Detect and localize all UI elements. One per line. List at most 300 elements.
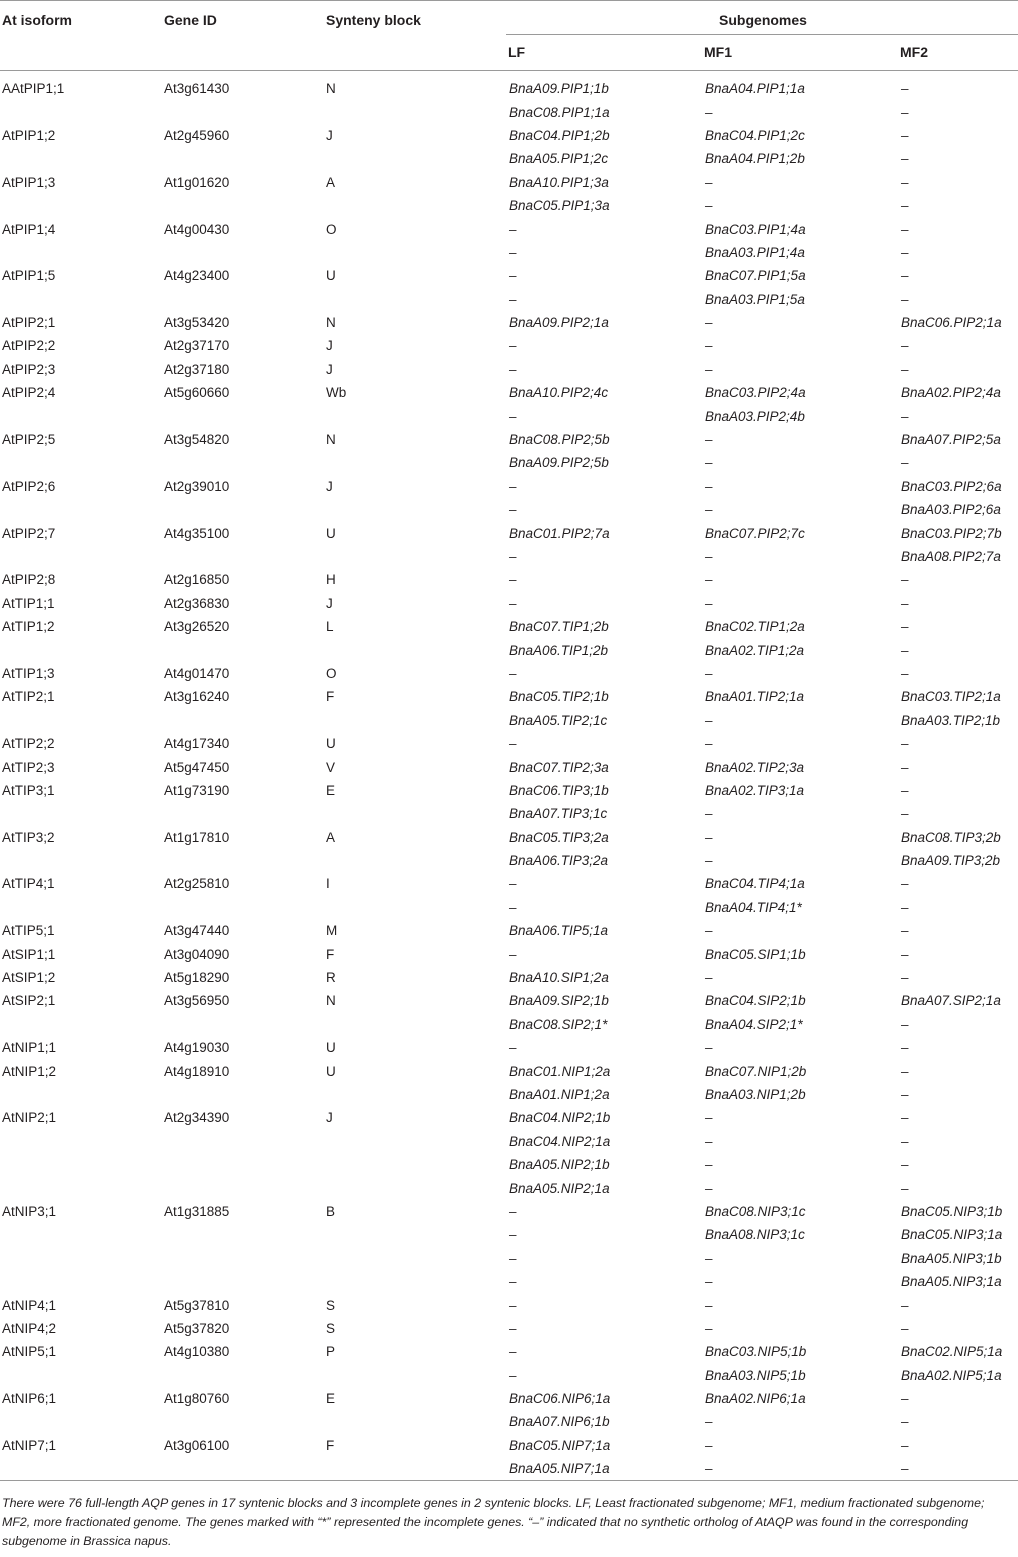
- table-row: [0, 662, 1018, 685]
- cell-isoform: [0, 849, 162, 872]
- cell-synteny-block: U: [326, 268, 336, 284]
- cell-lf: BnaC05.TIP3;2a: [509, 829, 609, 845]
- cell-gene-id: At4g23400: [164, 268, 230, 284]
- cell-isoform: [0, 1270, 162, 1293]
- cell-synteny-block: [324, 1410, 506, 1433]
- cell-synteny-block: [324, 288, 506, 311]
- cell-isoform: [0, 194, 162, 217]
- cell-mf1: BnaA03.NIP1;2b: [705, 1086, 806, 1102]
- cell-gene-id: At2g37170: [164, 338, 230, 354]
- cell-mf1: BnaA04.PIP1;2b: [705, 151, 805, 167]
- table-row: [0, 872, 1018, 895]
- cell-isoform: AtTIP4;1: [2, 876, 55, 892]
- cell-gene-id: At5g37820: [164, 1320, 230, 1336]
- cell-lf: –: [509, 1203, 517, 1219]
- cell-mf1: –: [705, 665, 713, 681]
- cell-mf2: BnaC06.PIP2;1a: [901, 315, 1002, 331]
- table-row: [0, 638, 1018, 661]
- cell-gene-id: At3g53420: [164, 315, 230, 331]
- cell-synteny-block: [324, 1457, 506, 1481]
- cell-lf: BnaA05.NIP2;1b: [509, 1157, 610, 1173]
- cell-lf: BnaC07.TIP1;2b: [509, 619, 609, 635]
- cell-lf: –: [509, 1320, 517, 1336]
- table-row: [0, 124, 1018, 147]
- cell-mf1: BnaC04.SIP2;1b: [705, 993, 806, 1009]
- cell-isoform: [0, 1247, 162, 1270]
- cell-isoform: [0, 638, 162, 661]
- table-row: [0, 217, 1018, 240]
- cell-isoform: AAtPIP1;1: [2, 81, 65, 97]
- cell-isoform: [0, 802, 162, 825]
- table-row: [0, 264, 1018, 287]
- cell-gene-id: At2g36830: [164, 595, 230, 611]
- cell-mf2: BnaC05.NIP3;1a: [901, 1227, 1003, 1243]
- cell-synteny-block: U: [326, 736, 336, 752]
- cell-mf1: –: [705, 455, 713, 471]
- cell-lf: BnaA09.PIP2;5b: [509, 455, 609, 471]
- cell-synteny-block: J: [326, 361, 333, 377]
- cell-mf1: –: [705, 1250, 713, 1266]
- cell-lf: BnaA06.TIP3;2a: [509, 853, 609, 869]
- cell-lf: –: [509, 1227, 517, 1243]
- cell-mf2: –: [901, 876, 909, 892]
- table-row: [0, 966, 1018, 989]
- cell-mf1: –: [705, 174, 713, 190]
- cell-isoform: AtTIP5;1: [2, 923, 55, 939]
- cell-lf: BnaA10.PIP2;4c: [509, 385, 609, 401]
- cell-lf: –: [509, 876, 517, 892]
- cell-isoform: AtTIP1;3: [2, 665, 55, 681]
- cell-mf2: –: [901, 1040, 909, 1056]
- cell-gene-id: [162, 194, 324, 217]
- cell-mf2: –: [901, 81, 909, 97]
- cell-lf: –: [509, 291, 517, 307]
- cell-synteny-block: N: [326, 432, 336, 448]
- cell-synteny-block: U: [326, 525, 336, 541]
- table-row: [0, 709, 1018, 732]
- cell-synteny-block: S: [326, 1320, 336, 1336]
- cell-lf: –: [509, 478, 517, 494]
- cell-isoform: [0, 1223, 162, 1246]
- cell-mf2: BnaA05.NIP3;1b: [901, 1250, 1002, 1266]
- cell-synteny-block: F: [326, 946, 335, 962]
- cell-synteny-block: I: [326, 876, 330, 892]
- cell-mf2: –: [901, 1016, 909, 1032]
- cell-mf1: –: [702, 1457, 898, 1481]
- cell-isoform: AtPIP2;8: [2, 572, 56, 588]
- cell-lf: BnaC01.NIP1;2a: [509, 1063, 611, 1079]
- cell-synteny-block: F: [326, 689, 335, 705]
- cell-lf: –: [509, 338, 517, 354]
- header-gene-id: Gene ID: [164, 12, 217, 28]
- cell-gene-id: At2g34390: [164, 1110, 230, 1126]
- cell-mf1: –: [705, 502, 713, 518]
- cell-mf2: –: [901, 642, 909, 658]
- cell-synteny-block: O: [326, 221, 337, 237]
- table-row: [0, 826, 1018, 849]
- cell-gene-id: At3g54820: [164, 432, 230, 448]
- cell-mf2: –: [901, 970, 909, 986]
- table-row: [0, 1106, 1018, 1129]
- cell-mf2: –: [901, 174, 909, 190]
- cell-gene-id: At4g10380: [164, 1344, 230, 1360]
- cell-lf: –: [509, 502, 517, 518]
- cell-mf2: BnaC03.PIP2;7b: [901, 525, 1002, 541]
- table-row: [0, 404, 1018, 427]
- cell-synteny-block: M: [326, 923, 338, 939]
- cell-mf2: –: [901, 1180, 909, 1196]
- cell-mf1: –: [705, 923, 713, 939]
- cell-mf1: –: [705, 1133, 713, 1149]
- cell-mf2: BnaA08.PIP2;7a: [901, 549, 1001, 564]
- cell-mf2: –: [901, 455, 909, 471]
- cell-lf: BnaC08.PIP1;1a: [509, 104, 610, 120]
- cell-isoform: [0, 147, 162, 170]
- cell-gene-id: At4g00430: [164, 221, 230, 237]
- cell-lf: BnaC07.TIP2;3a: [509, 759, 609, 775]
- cell-synteny-block: R: [326, 970, 336, 986]
- cell-isoform: AtSIP2;1: [2, 993, 56, 1009]
- cell-lf: –: [509, 736, 517, 752]
- cell-synteny-block: S: [326, 1297, 336, 1313]
- table-row: [0, 71, 1018, 101]
- cell-mf2: –: [901, 221, 909, 237]
- cell-mf1: BnaA03.PIP1;5a: [705, 291, 805, 307]
- cell-mf1: –: [705, 806, 713, 822]
- table-footnote: There were 76 full-length AQP genes in 17 syntenic blocks and 3 incomplete genes in 2 syntenic blocks. LF, Least fractionated subgenome; MF1, medium fractionated subgenome; MF2, more fractionated genome. The genes marked with “*” represented the incomplete genes. “–” indicated that no synthetic ortholog of AtAQP was found in the corresponding subgenome in Brassica napus.: [2, 1496, 985, 1548]
- cell-lf: –: [509, 1297, 517, 1313]
- cell-isoform: AtPIP2;7: [2, 525, 56, 541]
- cell-isoform: AtPIP1;5: [2, 268, 56, 284]
- cell-gene-id: At1g01620: [164, 174, 230, 190]
- cell-isoform: [0, 498, 162, 521]
- table-row: [0, 498, 1018, 521]
- cell-mf2: –: [901, 408, 909, 424]
- cell-gene-id: At3g06100: [164, 1437, 230, 1453]
- cell-mf2: –: [901, 1157, 909, 1173]
- cell-synteny-block: E: [326, 782, 336, 798]
- table-row: [0, 685, 1018, 708]
- cell-synteny-block: [324, 1176, 506, 1199]
- cell-mf1: BnaC08.NIP3;1c: [705, 1203, 806, 1219]
- cell-gene-id: [162, 545, 324, 568]
- cell-isoform: [0, 1410, 162, 1433]
- cell-mf2: –: [901, 338, 909, 354]
- cell-mf1: BnaC03.PIP2;4a: [705, 385, 806, 401]
- table-row: [0, 896, 1018, 919]
- cell-synteny-block: N: [326, 81, 336, 97]
- cell-mf2: –: [901, 198, 909, 214]
- cell-mf2: –: [901, 151, 909, 167]
- cell-mf1: BnaA08.NIP3;1c: [705, 1227, 805, 1243]
- cell-mf1: BnaC07.PIP1;5a: [705, 268, 806, 284]
- cell-mf1: –: [705, 736, 713, 752]
- cell-isoform: [0, 288, 162, 311]
- cell-synteny-block: L: [326, 619, 334, 635]
- cell-gene-id: [162, 1130, 324, 1153]
- cell-synteny-block: E: [326, 1391, 336, 1407]
- cell-isoform: AtTIP2;3: [2, 759, 55, 775]
- cell-lf: BnaC06.TIP3;1b: [509, 782, 609, 798]
- cell-mf1: BnaC04.PIP1;2c: [705, 127, 805, 143]
- cell-isoform: AtSIP1;2: [2, 970, 56, 986]
- cell-isoform: [0, 1176, 162, 1199]
- cell-synteny-block: [324, 147, 506, 170]
- table-row: [0, 451, 1018, 474]
- header-mf1: MF1: [702, 35, 898, 71]
- cell-mf2: –: [901, 1437, 909, 1453]
- cell-mf2: –: [901, 1086, 909, 1102]
- cell-mf2: –: [901, 899, 909, 915]
- cell-lf: –: [509, 244, 517, 260]
- cell-gene-id: [162, 1410, 324, 1433]
- cell-gene-id: At1g31885: [164, 1203, 230, 1219]
- cell-mf1: –: [705, 1297, 713, 1313]
- cell-gene-id: [162, 498, 324, 521]
- cell-mf2: –: [901, 759, 909, 775]
- cell-isoform: AtTIP1;1: [2, 595, 55, 611]
- cell-mf1: –: [705, 198, 713, 214]
- cell-lf: –: [509, 361, 517, 377]
- cell-synteny-block: [324, 451, 506, 474]
- cell-gene-id: At3g56950: [164, 993, 230, 1009]
- table-row: [0, 1083, 1018, 1106]
- cell-mf1: –: [705, 1040, 713, 1056]
- table-row: [0, 1036, 1018, 1059]
- cell-gene-id: At1g80760: [164, 1391, 230, 1407]
- cell-synteny-block: [324, 896, 506, 919]
- table-row: [0, 1223, 1018, 1246]
- cell-mf1: –: [705, 1437, 713, 1453]
- cell-mf2: BnaC03.TIP2;1a: [901, 689, 1001, 705]
- cell-gene-id: At3g16240: [164, 689, 230, 705]
- cell-synteny-block: A: [326, 174, 336, 190]
- cell-synteny-block: [324, 709, 506, 732]
- cell-gene-id: [162, 288, 324, 311]
- table-row: [0, 171, 1018, 194]
- cell-synteny-block: O: [326, 665, 337, 681]
- cell-mf1: –: [705, 1414, 713, 1430]
- cell-mf1: –: [705, 853, 713, 869]
- cell-synteny-block: J: [326, 127, 333, 143]
- cell-mf2: BnaC05.NIP3;1b: [901, 1203, 1003, 1219]
- cell-lf: –: [509, 572, 517, 588]
- cell-isoform: AtTIP2;2: [2, 736, 55, 752]
- cell-mf2: –: [901, 782, 909, 798]
- cell-synteny-block: [324, 1363, 506, 1386]
- cell-mf1: BnaA03.NIP5;1b: [705, 1367, 806, 1383]
- cell-mf2: –: [901, 806, 909, 822]
- table-row: [0, 1247, 1018, 1270]
- cell-gene-id: [162, 1013, 324, 1036]
- header-subgenomes: Subgenomes: [719, 12, 807, 28]
- cell-mf1: BnaA02.NIP6;1a: [705, 1391, 806, 1407]
- cell-synteny-block: F: [326, 1437, 335, 1453]
- cell-synteny-block: V: [326, 759, 336, 775]
- cell-isoform: AtPIP1;3: [2, 174, 56, 190]
- cell-mf2: –: [901, 244, 909, 260]
- cell-gene-id: At4g35100: [164, 525, 230, 541]
- cell-synteny-block: [324, 1013, 506, 1036]
- cell-gene-id: At1g17810: [164, 829, 230, 845]
- cell-lf: –: [509, 268, 517, 284]
- cell-mf1: –: [705, 478, 713, 494]
- cell-mf2: –: [901, 736, 909, 752]
- cell-isoform: AtSIP1;1: [2, 946, 56, 962]
- cell-mf1: –: [705, 1180, 713, 1196]
- cell-mf1: BnaC07.NIP1;2b: [705, 1063, 807, 1079]
- cell-synteny-block: U: [326, 1040, 336, 1056]
- cell-gene-id: [162, 1270, 324, 1293]
- cell-isoform: AtTIP2;1: [2, 689, 55, 705]
- table-row: [0, 311, 1018, 334]
- cell-lf: BnaC04.PIP1;2b: [509, 127, 610, 143]
- cell-synteny-block: [324, 404, 506, 427]
- cell-isoform: [0, 896, 162, 919]
- cell-gene-id: At5g18290: [164, 970, 230, 986]
- cell-mf1: BnaA02.TIP2;3a: [705, 759, 805, 775]
- cell-gene-id: [162, 1363, 324, 1386]
- cell-lf: BnaA05.NIP2;1a: [509, 1180, 610, 1196]
- cell-lf: BnaC05.PIP1;3a: [509, 198, 610, 214]
- cell-synteny-block: [324, 849, 506, 872]
- cell-synteny-block: [324, 194, 506, 217]
- cell-lf: –: [509, 1250, 517, 1266]
- cell-gene-id: At2g45960: [164, 127, 230, 143]
- table-row: [0, 381, 1018, 404]
- cell-gene-id: [162, 638, 324, 661]
- cell-mf2: –: [901, 1110, 909, 1126]
- cell-mf2: –: [901, 361, 909, 377]
- cell-synteny-block: P: [326, 1344, 336, 1360]
- cell-mf2: –: [901, 1297, 909, 1313]
- cell-isoform: AtPIP2;4: [2, 385, 56, 401]
- cell-isoform: [0, 404, 162, 427]
- cell-mf2: BnaA07.PIP2;5a: [901, 432, 1001, 448]
- cell-mf2: –: [901, 127, 909, 143]
- cell-gene-id: [162, 896, 324, 919]
- table-row: [0, 428, 1018, 451]
- cell-mf1: –: [705, 970, 713, 986]
- cell-mf1: BnaC07.PIP2;7c: [705, 525, 805, 541]
- cell-synteny-block: Wb: [326, 385, 347, 401]
- cell-gene-id: At4g01470: [164, 665, 230, 681]
- cell-isoform: AtNIP2;1: [2, 1110, 57, 1126]
- table-row: [0, 521, 1018, 544]
- cell-mf1: BnaA01.TIP2;1a: [705, 689, 805, 705]
- table-row: [0, 147, 1018, 170]
- cell-isoform: AtPIP2;6: [2, 478, 56, 494]
- cell-lf: BnaC01.PIP2;7a: [509, 525, 610, 541]
- cell-synteny-block: N: [326, 315, 336, 331]
- cell-gene-id: [162, 451, 324, 474]
- cell-mf2: –: [901, 1391, 909, 1407]
- cell-mf1: BnaC03.PIP1;4a: [705, 221, 806, 237]
- cell-mf2: –: [901, 665, 909, 681]
- table-row: [0, 241, 1018, 264]
- table-row: [0, 1153, 1018, 1176]
- cell-synteny-block: U: [326, 1063, 336, 1079]
- cell-mf1: –: [705, 338, 713, 354]
- table-row: [0, 1293, 1018, 1316]
- cell-synteny-block: J: [326, 595, 333, 611]
- cell-synteny-block: [324, 638, 506, 661]
- table-row: [0, 779, 1018, 802]
- cell-mf1: –: [705, 1110, 713, 1126]
- cell-lf: BnaC08.SIP2;1*: [509, 1016, 608, 1032]
- cell-mf2: –: [901, 946, 909, 962]
- cell-gene-id: [162, 100, 324, 123]
- cell-synteny-block: B: [326, 1203, 336, 1219]
- table-row: [0, 358, 1018, 381]
- cell-mf1: BnaA04.TIP4;1*: [705, 899, 802, 915]
- cell-gene-id: At5g37810: [164, 1297, 230, 1313]
- cell-mf1: –: [705, 1320, 713, 1336]
- cell-synteny-block: [324, 1153, 506, 1176]
- cell-mf2: –: [898, 1457, 1018, 1481]
- header-mf2: MF2: [898, 35, 1018, 71]
- cell-gene-id: [162, 241, 324, 264]
- cell-gene-id: [162, 1223, 324, 1246]
- cell-gene-id: At5g47450: [164, 759, 230, 775]
- cell-gene-id: At3g61430: [164, 81, 230, 97]
- cell-isoform: [0, 451, 162, 474]
- cell-lf: –: [509, 549, 517, 564]
- cell-synteny-block: [324, 241, 506, 264]
- cell-synteny-block: [324, 1247, 506, 1270]
- cell-isoform: AtPIP2;2: [2, 338, 56, 354]
- header-lf: LF: [506, 35, 702, 71]
- table-row: [0, 1457, 1018, 1481]
- cell-isoform: AtNIP4;1: [2, 1297, 57, 1313]
- cell-gene-id: At2g25810: [164, 876, 230, 892]
- table-row: [0, 568, 1018, 591]
- cell-lf: –: [509, 408, 517, 424]
- cell-isoform: [0, 100, 162, 123]
- cell-lf: BnaA07.TIP3;1c: [509, 806, 608, 822]
- table-body: [0, 71, 1018, 1481]
- table-row: [0, 755, 1018, 778]
- cell-mf1: –: [705, 432, 713, 448]
- cell-gene-id: At5g60660: [164, 385, 230, 401]
- cell-gene-id: At1g73190: [164, 782, 230, 798]
- cell-gene-id: At2g39010: [164, 478, 230, 494]
- cell-lf: BnaA09.SIP2;1b: [509, 993, 609, 1009]
- cell-mf1: –: [705, 315, 713, 331]
- cell-synteny-block: J: [326, 338, 333, 354]
- table-row: [0, 942, 1018, 965]
- cell-lf: BnaA09.PIP2;1a: [509, 315, 609, 331]
- cell-gene-id: At3g26520: [164, 619, 230, 635]
- cell-mf2: BnaA02.PIP2;4a: [901, 385, 1001, 401]
- cell-isoform: [0, 1153, 162, 1176]
- table-row: [0, 1387, 1018, 1410]
- cell-mf1: –: [705, 361, 713, 377]
- table-row: [0, 919, 1018, 942]
- cell-gene-id: At2g16850: [164, 572, 230, 588]
- table-row: [0, 194, 1018, 217]
- table-row: [0, 802, 1018, 825]
- cell-mf1: –: [705, 549, 713, 564]
- table-row: [0, 1130, 1018, 1153]
- cell-mf1: –: [705, 1274, 713, 1290]
- table-row: [0, 1013, 1018, 1036]
- cell-isoform: [0, 709, 162, 732]
- cell-mf1: BnaA04.PIP1;1a: [705, 81, 805, 97]
- cell-synteny-block: [324, 498, 506, 521]
- header-isoform: At isoform: [2, 12, 72, 28]
- table-row: [0, 849, 1018, 872]
